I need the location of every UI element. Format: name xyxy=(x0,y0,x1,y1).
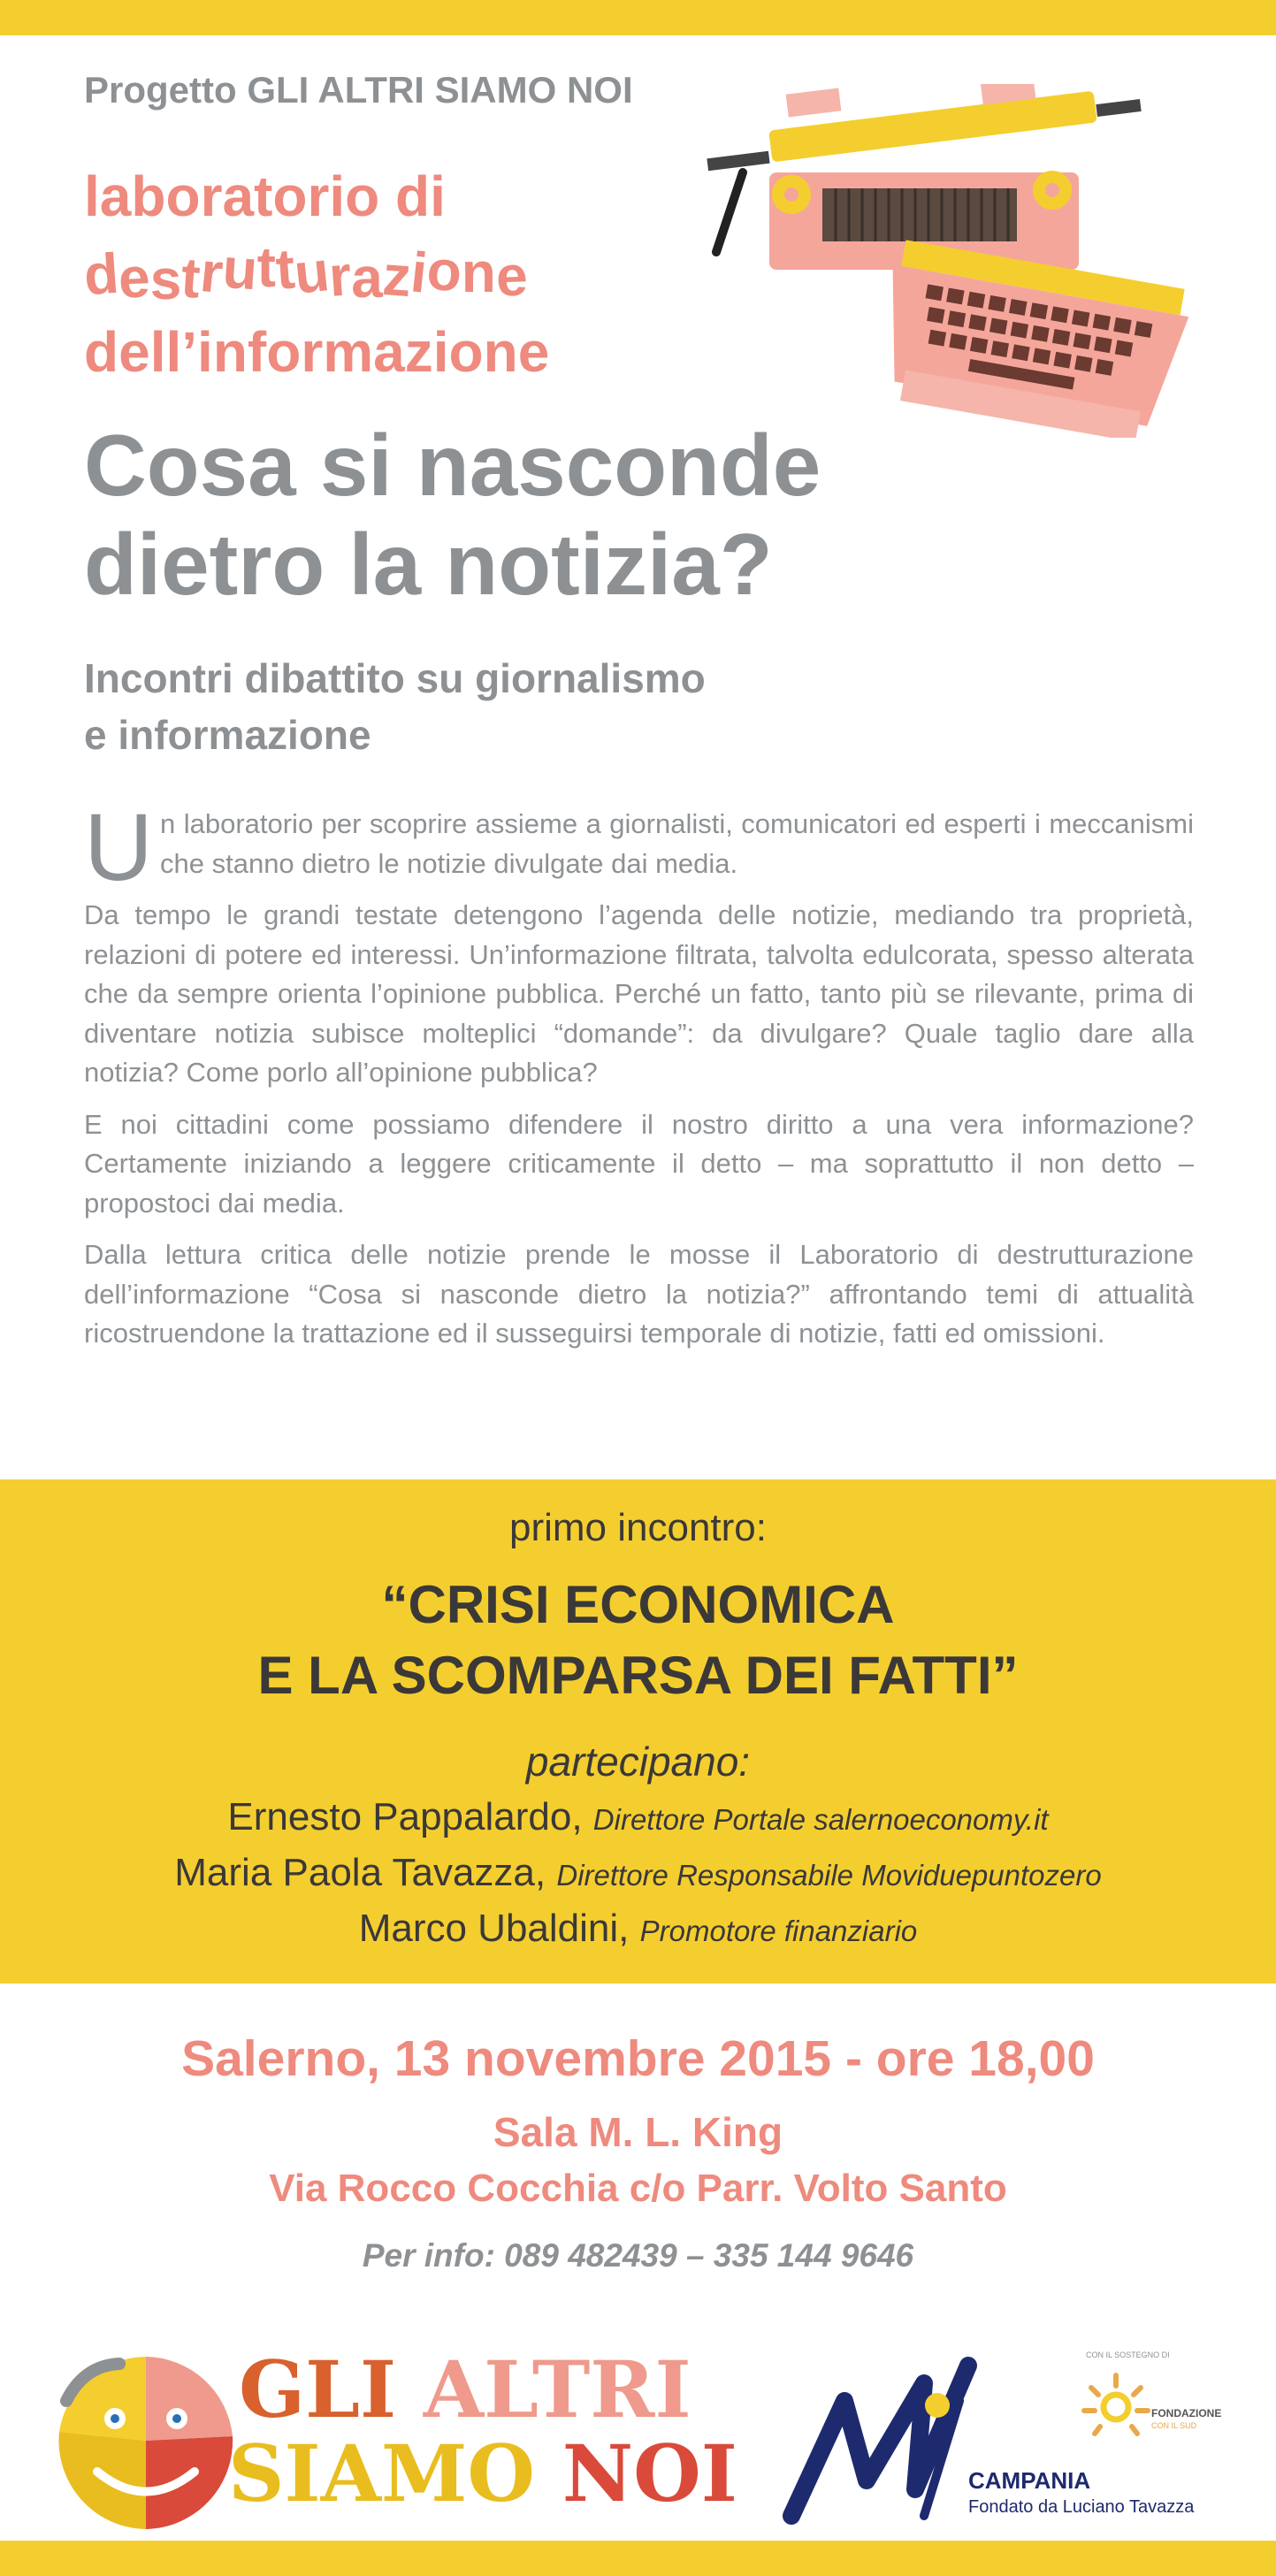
main-title-line1: Cosa si nasconde xyxy=(84,417,821,514)
wavy-letter: n xyxy=(461,241,496,304)
body-paragraph-3: E noi cittadini come possiamo difendere il nostro diritto a una vera informazione? Certamente iniziando a leggere criticamente il detto – ma soprattutto il non detto – propostoci dai media. xyxy=(84,1108,1194,1219)
bottom-yellow-band xyxy=(0,2541,1276,2576)
wavy-letter: d xyxy=(81,241,121,308)
lab-title-line2 xyxy=(81,235,529,313)
wavy-letter: r xyxy=(196,239,226,306)
event-venue: Sala M. L. King xyxy=(493,2109,783,2155)
logo-line-1 xyxy=(239,2343,691,2435)
participant-name: Ernesto Pappalardo, xyxy=(227,1795,583,1838)
fondazione-name: FONDAZIONE xyxy=(1151,2407,1222,2419)
wavy-letter: a xyxy=(351,246,383,310)
wavy-letter: u xyxy=(291,239,332,306)
lab-title-line1: laboratorio di xyxy=(84,164,446,228)
body-paragraph-4: Dalla lettura critica delle notizie prende le mosse il Laboratorio di destrutturazione dell’informazione “Cosa si nasconde dietro la notizia?” affrontando temi di attualità ricostruendone la trattazione ed il susseguirsi temporale di notizie, fatti ed omissioni. xyxy=(84,1239,1194,1349)
participant-role: Direttore Portale salernoeconomy.it xyxy=(592,1803,1049,1836)
project-title: Progetto GLI ALTRI SIAMO NOI xyxy=(84,69,633,111)
main-title xyxy=(84,416,1057,614)
logo-word-altri: ALTRI xyxy=(423,2343,691,2435)
participant xyxy=(0,1902,1276,1958)
drop-cap: U xyxy=(84,793,153,900)
lab-title xyxy=(81,157,721,391)
participants-list xyxy=(0,1791,1276,1958)
logo-line-2 xyxy=(228,2427,737,2519)
event-title-line1: “CRISI ECONOMICA xyxy=(381,1575,895,1634)
event-title xyxy=(0,1570,1276,1711)
wavy-letter: s xyxy=(149,248,182,311)
wavy-letter: i xyxy=(408,240,431,305)
sun-logo-icon xyxy=(1081,2370,1151,2441)
wavy-letter: z xyxy=(380,242,414,310)
wavy-letter: e xyxy=(117,245,151,310)
wavy-letter: t xyxy=(256,235,276,299)
participants-label: partecipano: xyxy=(525,1739,751,1785)
wavy-letter: t xyxy=(273,236,297,302)
event-title-line2: E LA SCOMPARSA DEI FATTI” xyxy=(257,1646,1019,1705)
fondazione-support-text: CON IL SOSTEGNO DI xyxy=(1086,2351,1170,2359)
subtitle-line1: Incontri dibattito su giornalismo xyxy=(84,655,706,701)
event-label: primo incontro: xyxy=(508,1506,767,1549)
body-text xyxy=(84,793,1194,1366)
wavy-letter: u xyxy=(220,235,260,302)
logo-word-gli: GLI xyxy=(239,2343,397,2435)
wavy-letter: e xyxy=(494,243,529,309)
faces-logo-icon xyxy=(49,2348,243,2538)
event-address: Via Rocco Cocchia c/o Parr. Volto Santo xyxy=(269,2167,1007,2210)
subtitle-line2: e informazione xyxy=(84,712,371,758)
participant-name: Maria Paola Tavazza, xyxy=(174,1851,546,1894)
logo-word-noi: NOI xyxy=(562,2427,737,2519)
wavy-letter: r xyxy=(326,243,354,309)
main-title-line2: dietro la notizia? xyxy=(84,516,773,613)
participant-role: Promotore finanziario xyxy=(639,1915,918,1947)
top-yellow-band xyxy=(0,0,1276,35)
logo-word-siamo: SIAMO xyxy=(228,2427,536,2519)
info-contacts: Per info: 089 482439 – 335 144 9646 xyxy=(362,2237,914,2274)
event-date: Salerno, 13 novembre 2015 - ore 18,00 xyxy=(181,2030,1095,2087)
body-paragraph-2: Da tempo le grandi testate detengono l’agenda delle notizie, mediando tra proprietà, relazioni di potere ed interessi. Un’informazione filtrata, talvolta edulcorata, spesso alterata che da sempre orienta l’opinione pubblica. Perché un fatto, tanto più se rilevante, prima di diventare notizia subisce molteplici “domande”: da divulgare? Quale taglio dare alla notizia? Come porlo all’opinione pubblica? xyxy=(84,899,1194,1088)
movi-founded: Fondato da Luciano Tavazza xyxy=(968,2497,1195,2517)
participant-name: Marco Ubaldini, xyxy=(358,1907,630,1950)
wavy-letter: o xyxy=(424,237,464,304)
participant xyxy=(0,1791,1276,1846)
lab-title-line3: dell’informazione xyxy=(84,320,550,384)
typewriter-illustration xyxy=(690,84,1220,438)
participant-role: Direttore Responsabile Moviduepuntozero xyxy=(556,1859,1102,1892)
subtitle xyxy=(84,650,968,763)
fondazione-sub: CON IL SUD xyxy=(1151,2421,1197,2430)
wavy-letter: t xyxy=(179,245,203,310)
event-box xyxy=(0,1479,1276,1984)
body-paragraph-1 xyxy=(84,793,1194,900)
participant xyxy=(0,1846,1276,1902)
movi-region: CAMPANIA xyxy=(968,2467,1091,2494)
body-paragraph-1-text: n laboratorio per scoprire assieme a giornalisti, comunicatori ed esperti i meccanismi che stanno dietro le notizie divulgate dai media. xyxy=(160,808,1194,879)
